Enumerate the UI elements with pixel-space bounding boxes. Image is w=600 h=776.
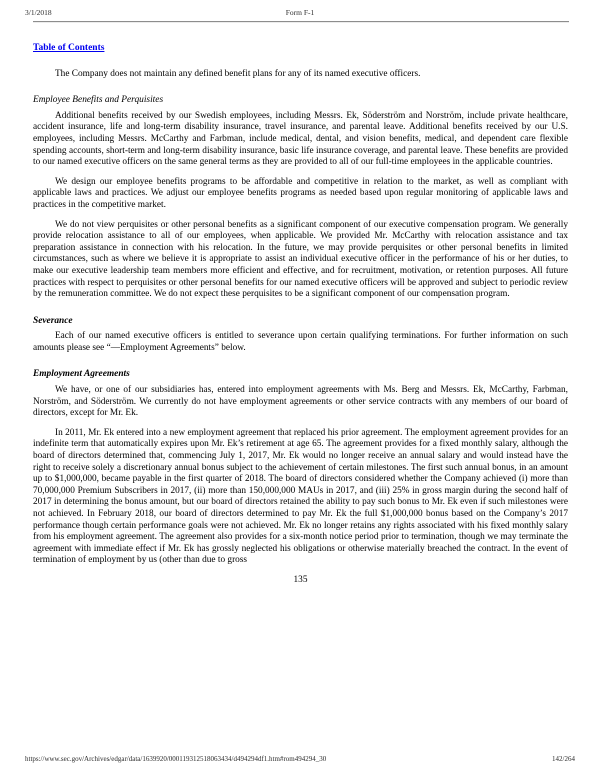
table-of-contents-link[interactable]: Table of Contents — [33, 43, 105, 53]
print-footer — [25, 755, 575, 763]
paragraph-benefits-2: We design our employee benefits programs to be affordable and competitive in relation to the market, as well as compliant with applicable laws and practices. We adjust our employee benefits programs as needed based upon regular monitoring of applicable laws and practices in the competitive market. — [33, 176, 568, 210]
print-form-title: Form F-1 — [285, 8, 315, 17]
print-header — [25, 8, 575, 17]
paragraph-severance: Each of our named executive officers is entitled to severance upon certain qualifying terminations. For further information on such amounts please see “—Employment Agreements” below. — [33, 331, 568, 353]
print-date: 3/1/2018 — [25, 8, 52, 17]
heading-employee-benefits: Employee Benefits and Perquisites — [33, 95, 164, 106]
footer-source-url: https://www.sec.gov/Archives/edgar/data/1639920/000119312518063434/d494294df1.htm#rom494294_30 — [25, 755, 327, 763]
heading-employment-agreements: Employment Agreements — [33, 369, 130, 380]
page-number: 135 — [293, 574, 308, 585]
paragraph-employment-2: In 2011, Mr. Ek entered into a new employment agreement that replaced his prior agreement. The employment agreement provides for an indefinite term that automatically expires upon Mr. Ek’s retirement at age 65. The agreement provides for a fixed monthly salary, although the board of directors determined that, commencing July 1, 2017, Mr. Ek would no longer receive an annual salary and would instead have the right to receive solely a discretionary annual bonus subject to the achievement of certain milestones. The first such annual bonus, in an amount up to $1,000,000, became payable in the first quarter of 2018. The board of directors considered whether the Company achieved (i) more than 70,000,000 Premium Subscribers in 2017, (ii) more than 150,000,000 MAUs in 2017, and (iii) 25% in gross margin during the second half of 2017 in determining the bonus amount, but our board of directors retained the ability to pay such bonus to Mr. Ek even if such milestones were not achieved. In February 2018, our board of directors determined to pay Mr. Ek the full $1,000,000 bonus based on the Company’s 2017 performance though certain performance goals were not achieved. Mr. Ek no longer retains any rights associated with his fixed monthly salary from his employment agreement. The agreement also provides for a six-month notice period prior to termination, though we may terminate the agreement with immediate effect if Mr. Ek has grossly neglected his obligations or otherwise materially breached the contract. In the event of termination of employment by us (other than due to gross — [33, 427, 568, 566]
paragraph-benefits-1: Additional benefits received by our Swedish employees, including Messrs. Ek, Söderström and Norström, include private healthcare, accident insurance, life and long-term disability insurance, travel insurance, and parental leave. Additional benefits received by our U.S. employees, including Messrs. McCarthy and Farbman, include medical, dental, and vision benefits, medical, and dependent care flexible spending accounts, short-term and long-term disability insurance, basic life insurance coverage, and parental leave. These benefits are provided to our named executive officers on the same general terms as they are provided to all of our full-time employees in the applicable countries. — [33, 110, 568, 168]
footer-page-indicator: 142/264 — [552, 755, 575, 763]
paragraph-intro: The Company does not maintain any defined benefit plans for any of its named executive officers. — [55, 68, 421, 79]
heading-severance: Severance — [33, 315, 73, 326]
paragraph-benefits-3: We do not view perquisites or other personal benefits as a significant component of our executive compensation program. We generally provide relocation assistance to all of our employees, when applicable. We provided Mr. McCarthy with relocation assistance and tax preparation assistance in connection with his relocation. In the future, we may provide perquisites or other personal benefits in limited circumstances, such as where we believe it is appropriate to assist an individual executive officer in the performance of his or her duties, to make our executive leadership team members more efficient and effective, and for recruitment, motivation, or retention purposes. All future practices with respect to perquisites or other personal benefits for our named executive officers will be approved and subject to periodic review by the remuneration committee. We do not expect these perquisites to be a significant component of our compensation program. — [33, 219, 568, 300]
paragraph-employment-1: We have, or one of our subsidiaries has, entered into employment agreements with Ms. Berg and Messrs. Ek, McCarthy, Farbman, Norström, and Söderström. We currently do not have employment agreements or other service contracts with any members of our board of directors, except for Mr. Ek. — [33, 385, 568, 419]
document-body — [33, 23, 568, 587]
